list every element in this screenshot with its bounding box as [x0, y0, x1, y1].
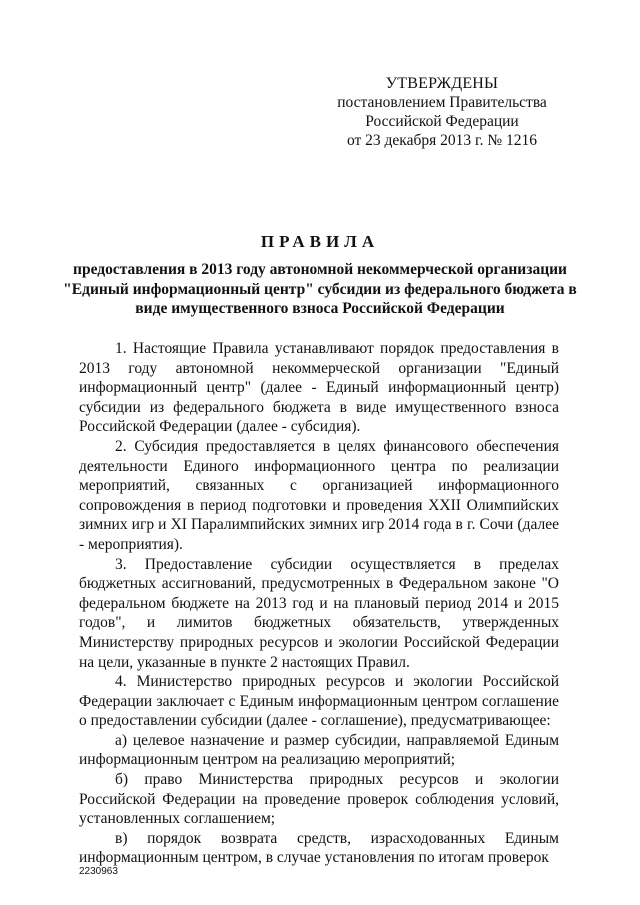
approval-line-3: от 23 декабря 2013 г. № 1216 — [346, 132, 538, 149]
paragraph-4b: б) право Министерства природных ресурсов и экологии Российской Федерации на проведение проверок соблюдения условий, установленных соглашением; — [79, 771, 559, 828]
approval-stamp — [332, 74, 552, 150]
document-body — [79, 339, 559, 868]
document-title: ПРАВИЛА — [260, 232, 380, 251]
paragraph-2: 2. Субсидия предоставляется в целях финансового обеспечения деятельности Единого информационного центра по реализации мероприятий, связанных с организацией информационного сопровождения в период подготовки и проведения XXII Олимпийских зимних игр и XI Паралимпийских зимних игр 2014 года в г. Сочи (далее - мероприятия). — [79, 437, 559, 553]
document-subtitle: предоставления в 2013 году автономной некоммерческой организации "Единый информационный центр" субсидии из федерального бюджета в виде имущественного взноса Российской Федерации — [63, 261, 577, 317]
document-number: 2230963 — [79, 866, 118, 877]
approval-line-1: постановлением Правительства — [337, 94, 547, 111]
paragraph-1: 1. Настоящие Правила устанавливают порядок предоставления в 2013 году автономной некоммерческой организации "Единый информационный центр" (далее - Единый информационный центр) субсидии из федерального бюджета в виде имущественного взноса Российской Федерации (далее - субсидия). — [79, 340, 559, 436]
paragraph-4a: а) целевое назначение и размер субсидии, направляемой Единым информационным центром на реализацию мероприятий; — [79, 731, 559, 769]
paragraph-4c: в) порядок возврата средств, израсходованных Единым информационным центром, в случае установления по итогам проверок — [79, 829, 559, 867]
approval-heading: УТВЕРЖДЕНЫ — [385, 75, 499, 92]
approval-line-2: Российской Федерации — [365, 113, 519, 130]
paragraph-4: 4. Министерство природных ресурсов и экологии Российской Федерации заключает с Единым информационным центром соглашение о предоставлении субсидии (далее - соглашение), предусматривающее: — [79, 673, 559, 730]
paragraph-3: 3. Предоставление субсидии осуществляется в пределах бюджетных ассигнований, предусмотренных в Федеральном законе "О федеральном бюджете на 2013 год и на плановый период 2014 и 2015 годов", и лимитов бюджетных обязательств, утвержденных Министерству природных ресурсов и экологии Российской Федерации на цели, указанные в пункте 2 настоящих Правил. — [79, 555, 559, 671]
